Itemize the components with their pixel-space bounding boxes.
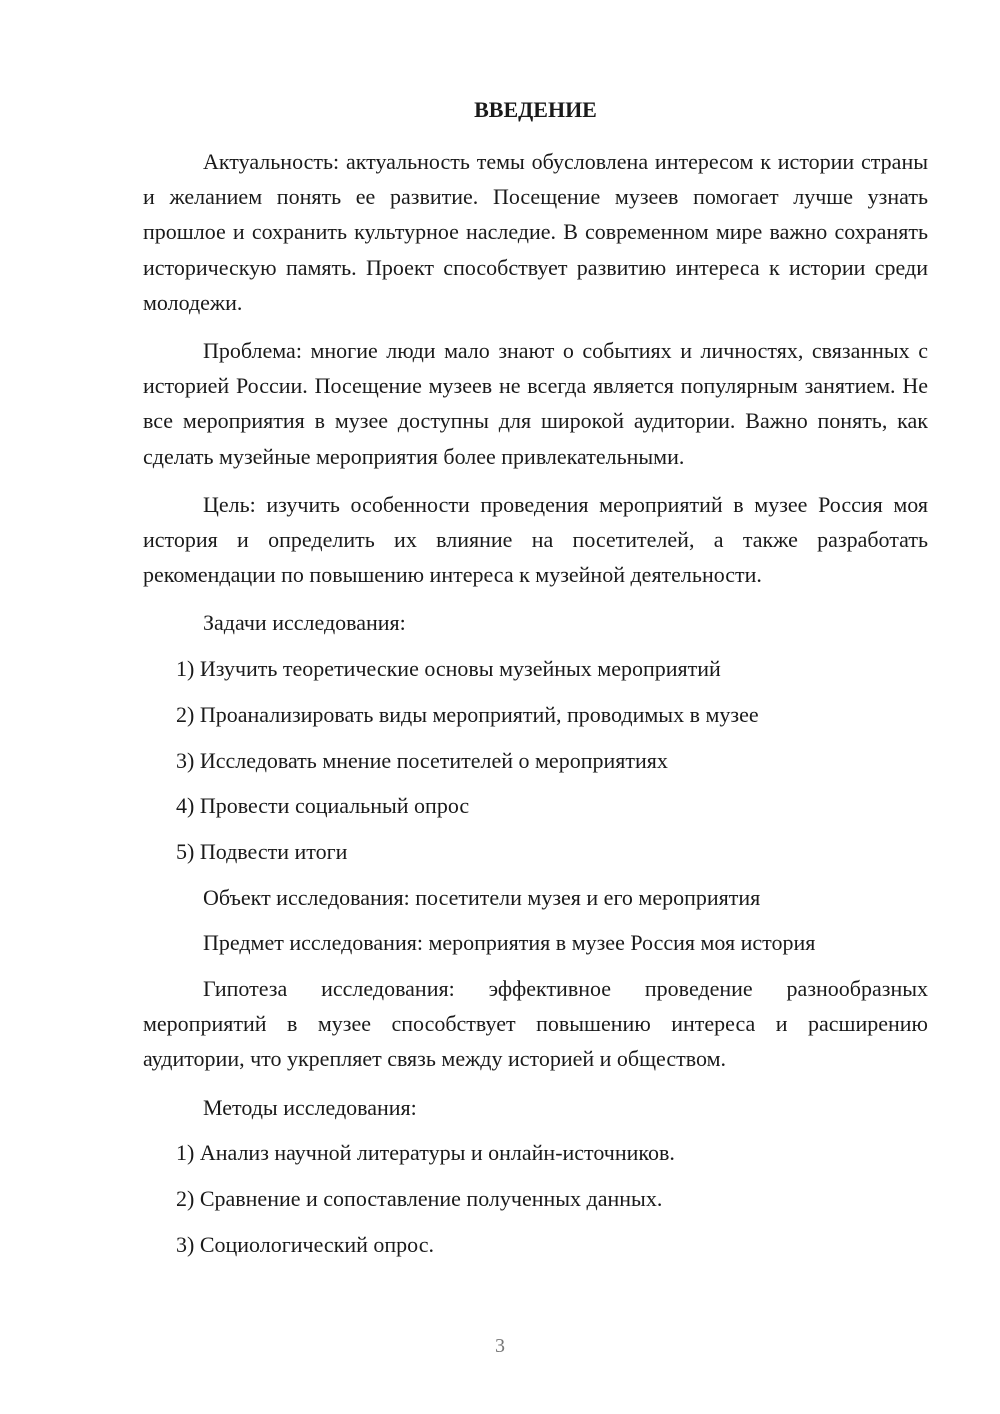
task-item-5: 5) Подвести итоги	[176, 838, 348, 864]
research-subject: Предмет исследования: мероприятия в музее Россия моя история	[203, 930, 816, 956]
page-number: 3	[495, 1335, 505, 1357]
task-item-1: 1) Изучить теоретические основы музейных мероприятий	[176, 656, 721, 682]
task-item-4: 4) Провести социальный опрос	[176, 793, 470, 819]
section-heading: ВВЕДЕНИЕ	[474, 97, 597, 122]
paragraph-relevance: Актуальность: актуальность темы обусловлена интересом к истории страны и желанием понять ее развитие. Посещение музеев помогает лучше узнать прошлое и сохранить культурное наследие. В современном мире важно сохранять историческую память. Проект способствует развитию интереса к истории среди молодежи.	[143, 149, 928, 315]
method-item-1: 1) Анализ научной литературы и онлайн-источников.	[176, 1140, 675, 1166]
paragraph-goal: Цель: изучить особенности проведения мероприятий в музее Россия моя история и определить их влияние на посетителей, а также разработать рекомендации по повышению интереса к музейной деятельности.	[143, 491, 928, 588]
method-item-2: 2) Сравнение и сопоставление полученных данных.	[176, 1186, 663, 1212]
paragraph-hypothesis: Гипотеза исследования: эффективное проведение разнообразных мероприятий в музее способствует повышению интереса и расширению аудитории, что укрепляет связь между историей и обществом.	[143, 976, 928, 1072]
tasks-title: Задачи исследования:	[203, 610, 406, 636]
method-item-3: 3) Социологический опрос.	[176, 1231, 434, 1257]
paragraph-problem: Проблема: многие люди мало знают о событиях и личностях, связанных с историей России. Посещение музеев не всегда является популярным занятием. Не все мероприятия в музее доступны для широкой аудитории. Важно понять, как сделать музейные мероприятия более привлекательными.	[143, 338, 928, 469]
document-page	[143, 95, 928, 1272]
task-item-2: 2) Проанализировать виды мероприятий, проводимых в музее	[176, 701, 759, 727]
task-item-3: 3) Исследовать мнение посетителей о мероприятиях	[176, 747, 668, 773]
methods-title: Методы исследования:	[203, 1094, 417, 1120]
research-object: Объект исследования: посетители музея и его мероприятия	[203, 884, 761, 910]
